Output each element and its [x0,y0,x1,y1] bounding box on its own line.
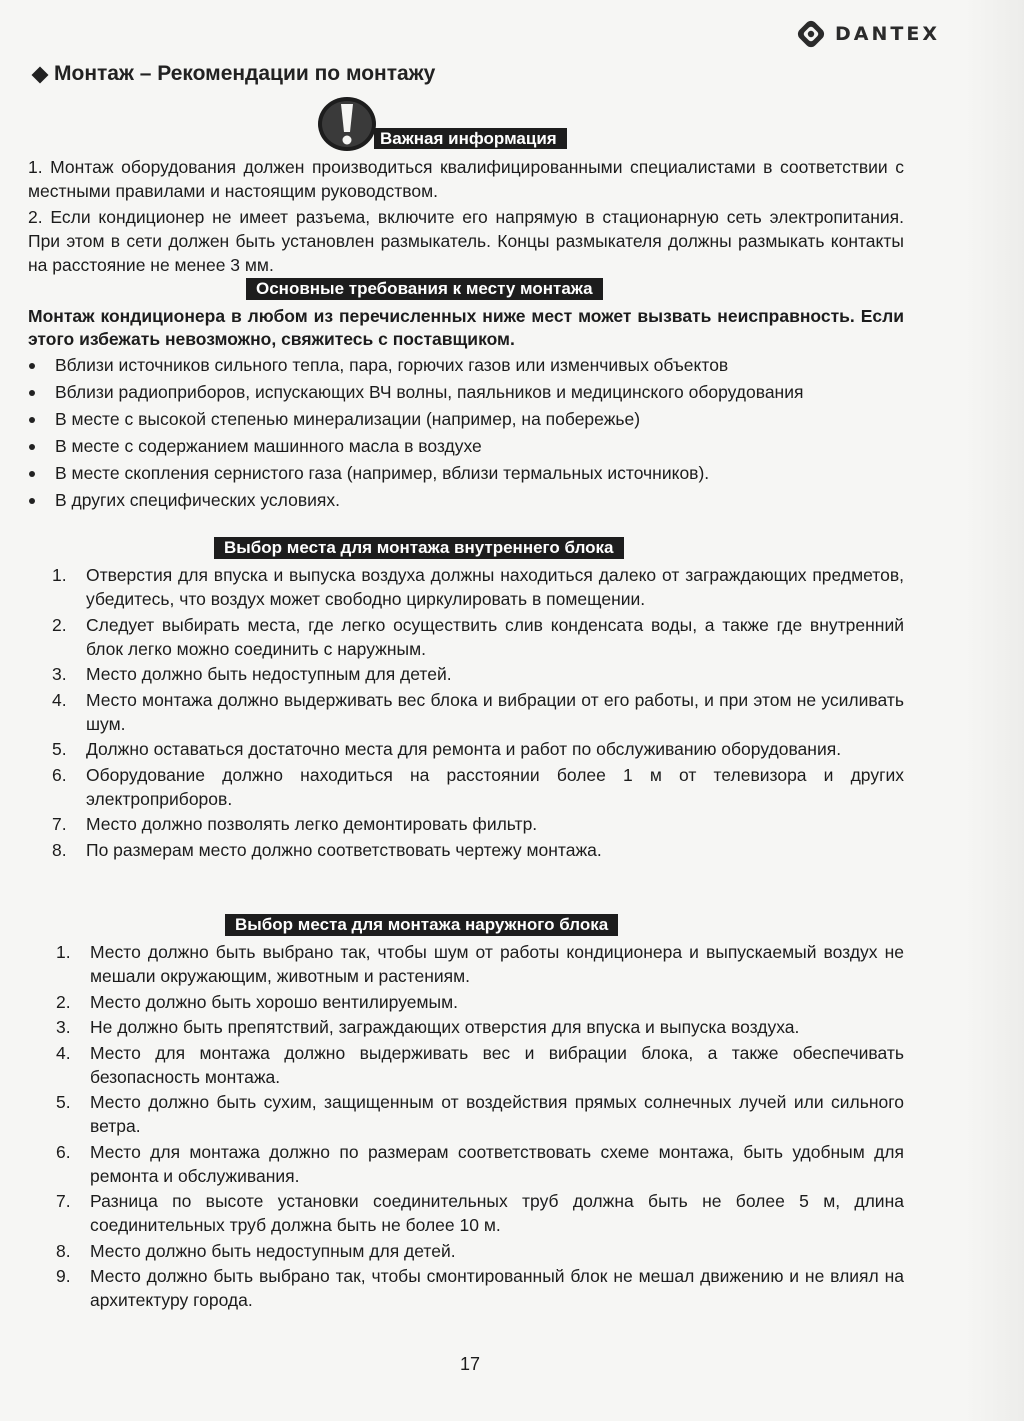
list-item: 9. Место должно быть выбрано так, чтобы смонтированный блок не мешал движению и не влиял на архитектуру города. [56,1266,904,1310]
section-header-requirements: Основные требования к месту монтажа [246,278,603,300]
list-item: В других специфических условиях. [28,488,904,512]
list-item: 7. Место должно позволять легко демонтировать фильтр. [52,814,538,834]
brand-name: DANTEX [835,23,940,45]
list-item: 4. Место для монтажа должно выдерживать вес и вибрации блока, а также обеспечивать безопасность монтажа. [56,1042,904,1087]
diamond-bullet-icon [32,66,49,83]
scan-shadow [964,0,1024,1421]
dantex-logo-icon [795,18,827,50]
warning-icon [316,96,376,152]
list-item: 6. Место для монтажа должно по размерам соответствовать схеме монтажа, быть удобным для ремонта и обслуживания. [56,1141,904,1186]
page-number: 17 [459,1354,481,1374]
list-item: 3. Не должно быть препятствий, заграждающих отверстия для впуска и выпуска воздуха. [56,1017,800,1037]
list-item: 7. Разница по высоте установки соединительных труб должна быть не более 5 м, длина соединительных труб должна быть не более 10 м. [56,1191,904,1235]
list-item: Вблизи источников сильного тепла, пара, горючих газов или изменчивых объектов [28,353,904,377]
list-item: В месте с высокой степенью минерализации (например, на побережье) [28,407,904,431]
list-item: 8. Место должно быть недоступным для детей. [56,1240,456,1261]
list-item: 1. Отверстия для впуска и выпуска воздуха должны находиться далеко от заграждающих предметов, убедитесь, что воздух может свободно циркулировать в помещении. [52,565,904,609]
important-info-banner [316,96,616,152]
list-item: 1. Место должно быть выбрано так, чтобы шум от работы кондиционера и выпускаемый воздух не мешали окружающим, животным и растениям. [56,942,904,986]
list-item: В месте скопления сернистого газа (например, вблизи термальных источников). [28,461,904,485]
important-paragraph: 1. Монтаж оборудования должен производиться квалифицированными специалистами в соответствии с местными правилами и настоящим руководством. [28,157,904,201]
list-item: 4. Место монтажа должно выдерживать вес блока и вибрации от его работы, и при этом не усиливать шум. [52,689,904,734]
list-item: 8. По размерам место должно соответствовать чертежу монтажа. [52,839,602,860]
important-info-label: Важная информация [374,128,567,149]
page-title [34,62,435,86]
indoor-list [52,563,904,863]
list-item: 6. Оборудование должно находиться на расстоянии более 1 м от телевизора и других электроприборов. [52,764,904,809]
section-header-indoor: Выбор места для монтажа внутреннего блока [214,537,624,559]
outdoor-list [56,940,904,1314]
requirements-list [28,353,904,515]
brand-logo [795,18,940,50]
list-item: В месте с содержанием машинного масла в воздухе [28,434,904,458]
list-item: 5. Место должно быть сухим, защищенным от воздействия прямых солнечных лучей или сильного ветра. [56,1092,904,1136]
requirements-warning: Монтаж кондиционера в любом из перечисленных ниже мест может вызвать неисправность. Если этого избежать невозможно, свяжитесь с поставщиком. [28,306,904,349]
important-paragraph: 2. Если кондиционер не имеет разъема, включите его напрямую в стационарную сеть электропитания. При этом в сети должен быть установлен размыкатель. Концы размыкателя должны размыкать контакты на расстояние не менее 3 мм. [28,207,904,275]
section-header-outdoor: Выбор места для монтажа наружного блока [225,914,618,936]
page-title-text: Монтаж – Рекомендации по монтажу [54,62,436,85]
list-item: 5. Должно оставаться достаточно места для ремонта и работ по обслуживанию оборудования. [52,739,842,759]
important-info-text [28,155,904,277]
list-item: Вблизи радиоприборов, испускающих ВЧ волны, паяльников и медицинского оборудования [28,380,904,404]
list-item: 2. Место должно быть хорошо вентилируемым. [56,991,458,1012]
list-item: 3. Место должно быть недоступным для детей. [52,664,452,684]
list-item: 2. Следует выбирать места, где легко осуществить слив конденсата воды, а также где внутренний блок легко можно соединить с наружным. [52,614,904,659]
